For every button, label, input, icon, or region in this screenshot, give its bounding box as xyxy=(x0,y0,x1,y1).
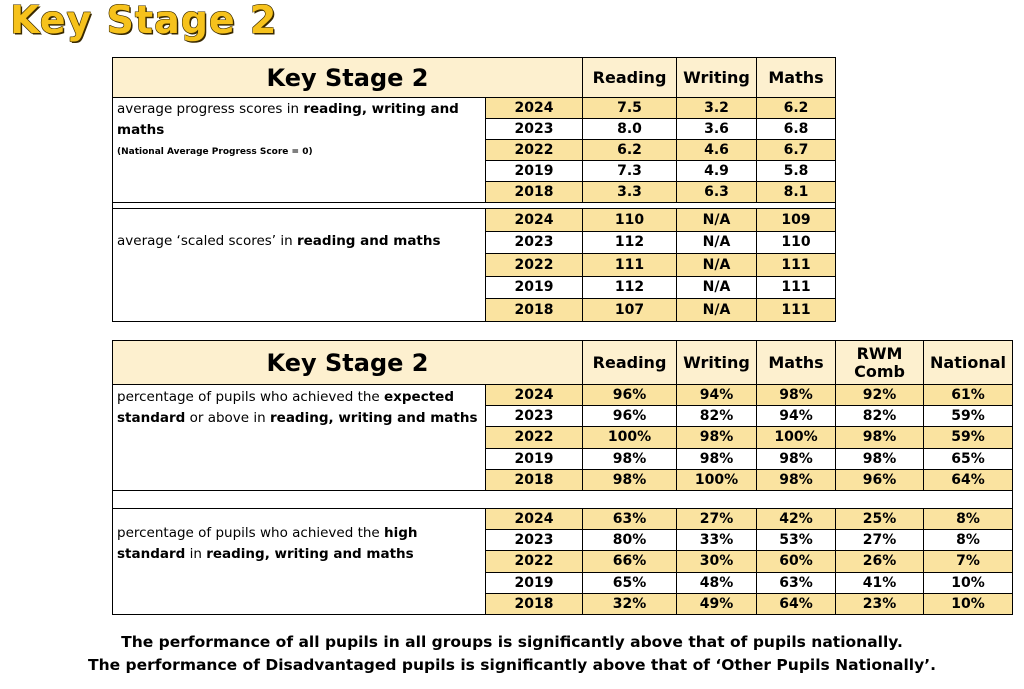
value-cell: N/A xyxy=(677,299,757,322)
value-cell: 80% xyxy=(583,530,677,551)
value-cell: 96% xyxy=(583,406,677,427)
description-text: percentage of pupils who achieved the xyxy=(117,389,385,405)
value-cell: 7.3 xyxy=(583,161,677,182)
value-cell: 27% xyxy=(836,530,924,551)
value-cell: 10% xyxy=(924,593,1013,614)
table-row xyxy=(113,508,1013,529)
value-cell: 98% xyxy=(583,448,677,469)
value-cell: 8.0 xyxy=(583,119,677,140)
value-cell: 111 xyxy=(757,299,836,322)
description-note: (National Average Progress Score = 0) xyxy=(117,147,313,157)
value-cell: 27% xyxy=(677,508,757,529)
value-cell: 6.3 xyxy=(677,182,757,203)
value-cell: 8.1 xyxy=(757,182,836,203)
year-cell: 2019 xyxy=(486,276,583,299)
description-bold: expected standard xyxy=(117,389,454,426)
col-header-maths: Maths xyxy=(757,341,836,385)
col-header-writing: Writing xyxy=(677,341,757,385)
value-cell: 65% xyxy=(583,572,677,593)
value-cell: 48% xyxy=(677,572,757,593)
value-cell: 96% xyxy=(836,469,924,490)
value-cell: 30% xyxy=(677,551,757,572)
value-cell: 98% xyxy=(583,469,677,490)
table-title: Key Stage 2 xyxy=(113,58,583,98)
description-bold: reading, writing and maths xyxy=(117,101,459,138)
value-cell: 4.9 xyxy=(677,161,757,182)
value-cell: 42% xyxy=(757,508,836,529)
value-cell: 6.8 xyxy=(757,119,836,140)
value-cell: 59% xyxy=(924,427,1013,448)
page-title: Key Stage 2 xyxy=(10,0,278,42)
description-text: or above in xyxy=(185,410,270,426)
description-bold: reading, writing and maths xyxy=(270,410,478,426)
value-cell: 92% xyxy=(836,385,924,406)
col-header-writing: Writing xyxy=(677,58,757,98)
value-cell: 4.6 xyxy=(677,140,757,161)
col-header-rwm-comb: RWM Comb xyxy=(836,341,924,385)
value-cell: N/A xyxy=(677,254,757,277)
value-cell: 94% xyxy=(757,406,836,427)
value-cell: 82% xyxy=(836,406,924,427)
value-cell: 110 xyxy=(583,209,677,232)
footer-line-2: The performance of Disadvantaged pupils is significantly above that of ‘Other Pupils Nationally’. xyxy=(88,656,936,674)
description-bold: reading, writing and maths xyxy=(206,545,414,562)
value-cell: 33% xyxy=(677,530,757,551)
value-cell: 53% xyxy=(757,530,836,551)
year-cell: 2022 xyxy=(486,254,583,277)
value-cell: 100% xyxy=(677,469,757,490)
year-cell: 2023 xyxy=(486,406,583,427)
spacer-row xyxy=(113,490,1013,508)
value-cell: 98% xyxy=(836,427,924,448)
value-cell: 3.6 xyxy=(677,119,757,140)
value-cell: N/A xyxy=(677,209,757,232)
table-row xyxy=(113,98,836,119)
col-header-reading: Reading xyxy=(583,341,677,385)
value-cell: 111 xyxy=(583,254,677,277)
value-cell: 59% xyxy=(924,406,1013,427)
value-cell: 6.2 xyxy=(583,140,677,161)
value-cell: 65% xyxy=(924,448,1013,469)
value-cell: 98% xyxy=(677,427,757,448)
year-cell: 2018 xyxy=(486,299,583,322)
value-cell: 25% xyxy=(836,508,924,529)
year-cell: 2023 xyxy=(486,119,583,140)
value-cell: 63% xyxy=(757,572,836,593)
value-cell: 98% xyxy=(757,385,836,406)
value-cell: 98% xyxy=(677,448,757,469)
row-description xyxy=(113,508,486,614)
year-cell: 2023 xyxy=(486,530,583,551)
value-cell: 66% xyxy=(583,551,677,572)
description-text: in xyxy=(185,545,207,562)
value-cell: 3.3 xyxy=(583,182,677,203)
year-cell: 2022 xyxy=(486,551,583,572)
value-cell: 3.2 xyxy=(677,98,757,119)
table-title: Key Stage 2 xyxy=(113,341,583,385)
value-cell: 82% xyxy=(677,406,757,427)
value-cell: 10% xyxy=(924,572,1013,593)
value-cell: 96% xyxy=(583,385,677,406)
year-cell: 2024 xyxy=(486,508,583,529)
year-cell: 2024 xyxy=(486,385,583,406)
description-text: percentage of pupils who achieved the xyxy=(117,524,385,541)
row-description xyxy=(113,385,486,491)
value-cell: N/A xyxy=(677,231,757,254)
value-cell: 5.8 xyxy=(757,161,836,182)
value-cell: 98% xyxy=(757,469,836,490)
value-cell: 61% xyxy=(924,385,1013,406)
value-cell: 32% xyxy=(583,593,677,614)
year-cell: 2022 xyxy=(486,427,583,448)
value-cell: 64% xyxy=(757,593,836,614)
value-cell: 98% xyxy=(757,448,836,469)
description-bold: high standard xyxy=(117,524,418,562)
value-cell: 94% xyxy=(677,385,757,406)
value-cell: 63% xyxy=(583,508,677,529)
year-cell: 2019 xyxy=(486,572,583,593)
description-text: average progress scores in xyxy=(117,101,304,117)
value-cell: 64% xyxy=(924,469,1013,490)
value-cell: 6.2 xyxy=(757,98,836,119)
value-cell: 7.5 xyxy=(583,98,677,119)
value-cell: 98% xyxy=(836,448,924,469)
value-cell: 8% xyxy=(924,530,1013,551)
year-cell: 2024 xyxy=(486,98,583,119)
value-cell: 111 xyxy=(757,276,836,299)
value-cell: 100% xyxy=(583,427,677,448)
value-cell: 41% xyxy=(836,572,924,593)
row-description xyxy=(113,98,486,203)
value-cell: 8% xyxy=(924,508,1013,529)
year-cell: 2018 xyxy=(486,469,583,490)
value-cell: 112 xyxy=(583,231,677,254)
description-bold: reading and maths xyxy=(296,233,441,249)
value-cell: 110 xyxy=(757,231,836,254)
footer-line-1: The performance of all pupils in all groups is significantly above that of pupils nationally. xyxy=(121,633,903,651)
value-cell: 111 xyxy=(757,254,836,277)
value-cell: 60% xyxy=(757,551,836,572)
value-cell: 109 xyxy=(757,209,836,232)
value-cell: 6.7 xyxy=(757,140,836,161)
spacer-cell xyxy=(113,490,1013,508)
year-cell: 2018 xyxy=(486,593,583,614)
value-cell: N/A xyxy=(677,276,757,299)
table-row xyxy=(113,209,836,232)
value-cell: 112 xyxy=(583,276,677,299)
year-cell: 2019 xyxy=(486,448,583,469)
table-row xyxy=(113,385,1013,406)
year-cell: 2022 xyxy=(486,140,583,161)
value-cell: 26% xyxy=(836,551,924,572)
col-header-national: National xyxy=(924,341,1013,385)
year-cell: 2019 xyxy=(486,161,583,182)
value-cell: 49% xyxy=(677,593,757,614)
value-cell: 107 xyxy=(583,299,677,322)
value-cell: 23% xyxy=(836,593,924,614)
year-cell: 2023 xyxy=(486,231,583,254)
value-cell: 7% xyxy=(924,551,1013,572)
col-header-maths: Maths xyxy=(757,58,836,98)
year-cell: 2018 xyxy=(486,182,583,203)
description-text: average ‘scaled scores’ in xyxy=(117,233,297,249)
row-description xyxy=(113,209,486,322)
ks2-progress-table xyxy=(112,57,836,322)
year-cell: 2024 xyxy=(486,209,583,232)
col-header-reading: Reading xyxy=(583,58,677,98)
value-cell: 100% xyxy=(757,427,836,448)
ks2-attainment-table xyxy=(112,340,1013,615)
